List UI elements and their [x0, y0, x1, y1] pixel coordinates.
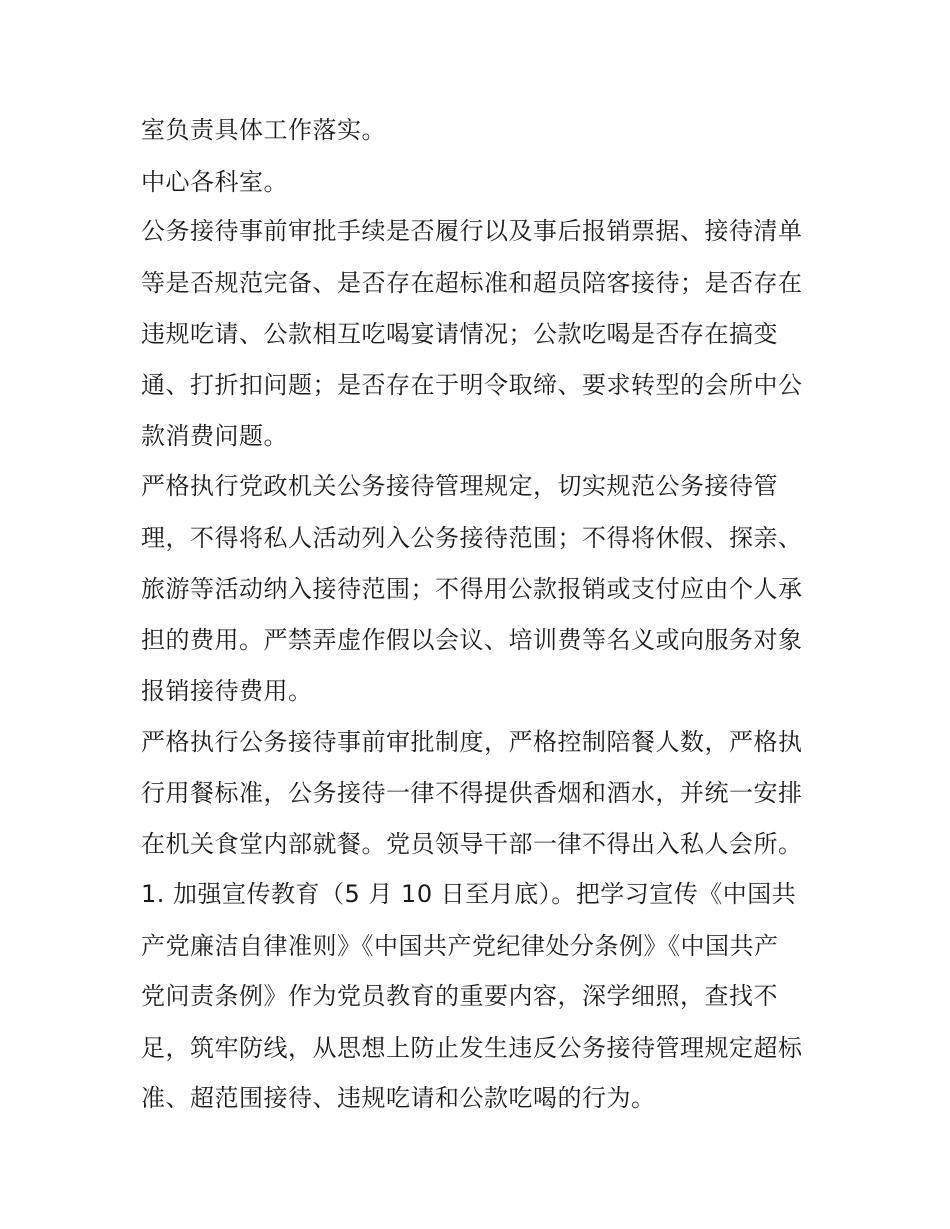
text-line: 中心各科室。	[141, 168, 288, 196]
text-line: 款消费问题。	[141, 422, 288, 450]
text-line: 产党廉洁自律准则》《中国共产党纪律处分条例》《中国共产	[141, 932, 779, 960]
text-line: 违规吃请、公款相互吃喝宴请情况；公款吃喝是否存在搞变	[141, 320, 778, 348]
text-line: 准、超范围接待、违规吃请和公款吃喝的行为。	[141, 1084, 656, 1112]
text-line: 严格执行公务接待事前审批制度，严格控制陪餐人数，严格执	[141, 728, 803, 756]
text-line: 行用餐标准，公务接待一律不得提供香烟和酒水，并统一安排	[141, 779, 803, 807]
text-line: 室负责具体工作落实。	[141, 116, 386, 144]
text-line: 旅游等活动纳入接待范围；不得用公款报销或支付应由个人承	[141, 575, 803, 603]
text-line: 通、打折扣问题；是否存在于明令取缔、要求转型的会所中公	[141, 371, 803, 399]
text-line: 足，筑牢防线，从思想上防止发生违反公务接待管理规定超标	[141, 1034, 803, 1062]
text-line: 党问责条例》作为党员教育的重要内容，深学细照，查找不	[141, 982, 778, 1010]
text-line: 报销接待费用。	[141, 677, 313, 705]
text-line: 在机关食堂内部就餐。党员领导干部一律不得出入私人会所。	[141, 830, 803, 858]
text-line: 理，不得将私人活动列入公务接待范围；不得将休假、探亲、	[141, 524, 803, 552]
text-line: 担的费用。严禁弄虚作假以会议、培训费等名义或向服务对象	[141, 626, 803, 654]
text-line: 严格执行党政机关公务接待管理规定，切实规范公务接待管	[141, 472, 778, 500]
text-line: 1. 加强宣传教育（5 月 10 日至月底）。把学习宣传《中国共	[141, 880, 797, 908]
text-line: 公务接待事前审批手续是否履行以及事后报销票据、接待清单	[141, 217, 803, 245]
text-line: 等是否规范完备、是否存在超标准和超员陪客接待；是否存在	[141, 269, 803, 297]
